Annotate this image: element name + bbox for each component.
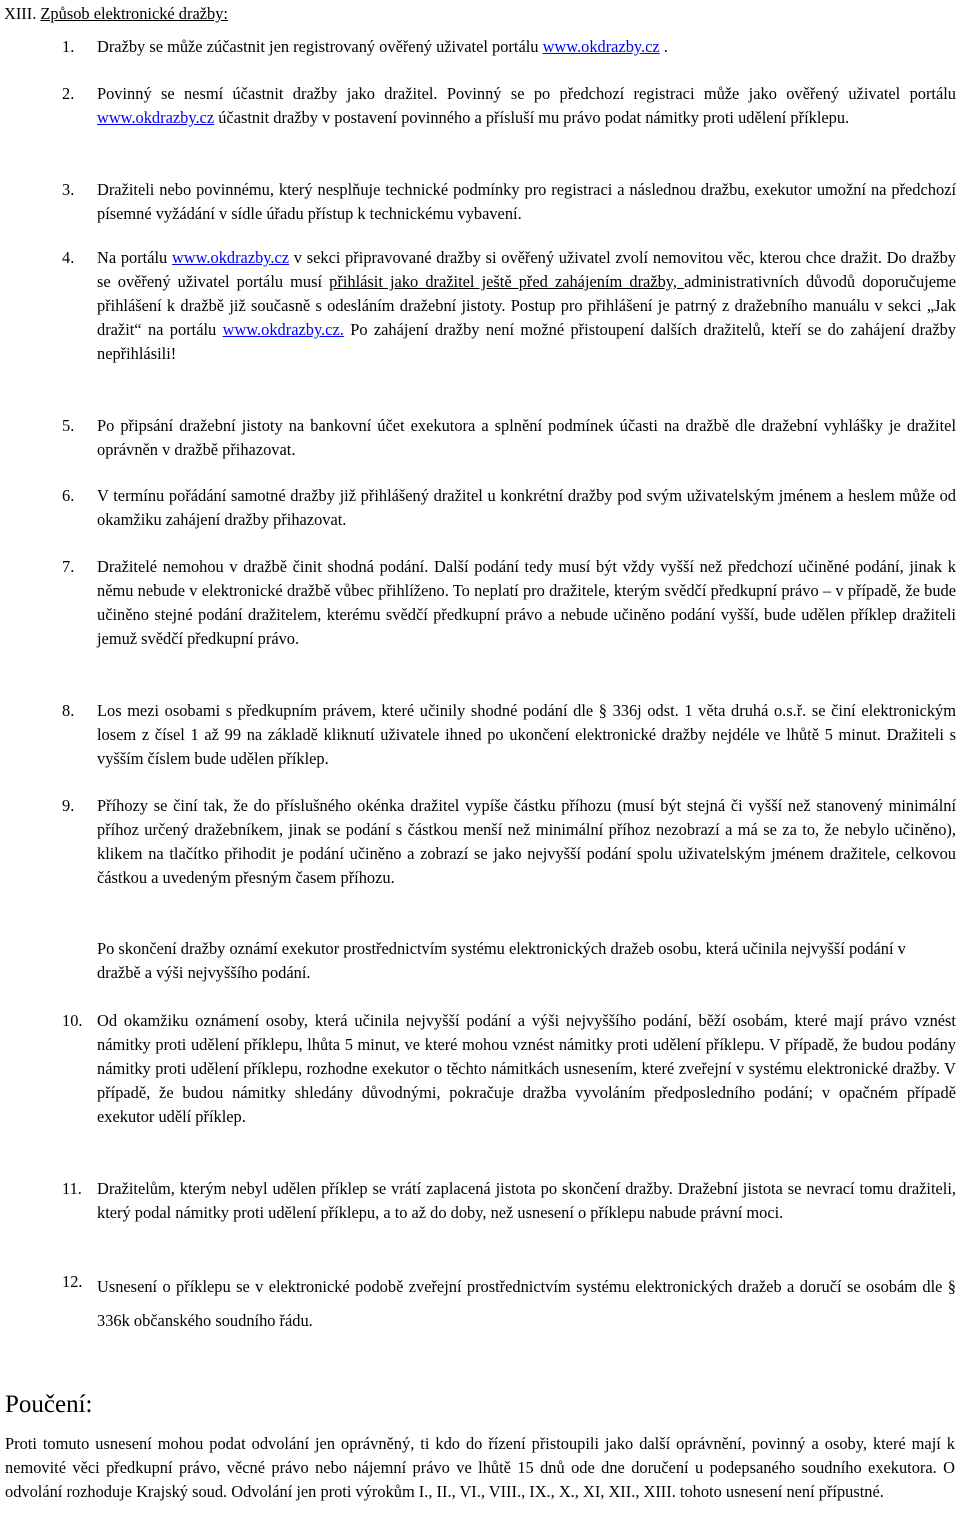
list-item [62,178,956,226]
list-item [62,246,956,366]
section-heading [4,2,228,26]
list-item [62,1009,956,1129]
list-item [62,555,956,651]
item-number: 8. [62,701,75,720]
item-text: Dražitelé nemohou v dražbě činit shodná podání. Další podání tedy musí být vždy vyšší než předchozí učiněné podání, jinak k němu nebude v elektronické dražbě vůbec přihlíženo. To neplatí pro dražitele, kterým svědčí předkupní právo – v případě, že bude učiněno stejné podání dražitelem, kterému svědčí předkupní právo a nebude učiněno podání vyšší, bude udělen příklep dražiteli jemuž svědčí předkupní právo. [97,557,956,648]
item-number: 11. [62,1179,82,1198]
okdrazby-link[interactable]: www.okdrazby.cz [171,248,290,267]
list-item [62,1270,956,1338]
list-item [62,35,956,59]
okdrazby-link[interactable]: www.okdrazby.cz [97,108,215,127]
list-item [62,1177,956,1225]
item-text: Dražiteli nebo povinnému, který nesplňuje technické podmínky pro registraci a následnou dražbu, exekutor umožní na předchozí písemné vyžádání v sídle úřadu přístup k technickému vybavení. [97,180,956,223]
item-number: 6. [62,486,75,505]
item-text: V termínu pořádání samotné dražby již přihlášený dražitel u konkrétní dražby pod svým uživatelským jménem a heslem může od okamžiku zahájení dražby přihazovat. [97,486,956,529]
item-text: Povinný se nesmí účastnit dražby jako dražitel. Povinný se po předchozí registraci může jako ověřený uživatel portálu www.okdrazby.cz účastnit dražby v postavení povinného a přísluší mu právo podat námitky proti udělení příklepu. [97,84,956,127]
pouceni-heading: Poučení: [5,1391,93,1418]
okdrazby-link[interactable]: www.okdrazby.cz. [222,320,344,339]
item-number: 1. [62,37,75,56]
item-number: 2. [62,84,75,103]
item-number: 9. [62,796,75,815]
list-item [62,414,956,462]
list-item [62,82,956,130]
pouceni-text: Proti tomuto usnesení mohou podat odvolání jen oprávněný, ti kdo do řízení přistoupili jako další oprávnění, povinný a osoby, které mají k nemovité věci předkupní právo, věcné právo nebo nájemní právo ve lhůtě 15 dnů ode dne doručení u podepsaného soudního exekutora. O odvolání rozhoduje Krajský soud. Odvolání jen proti výrokům I., II., VI., VIII., IX., X., XI, XII., XIII. tohoto usnesení není přípustné. [5,1434,955,1501]
underlined-phrase: přihlásit jako dražitel ještě před zahájením dražby, [329,272,685,291]
item-text: Dražby se může zúčastnit jen registrovaný ověřený uživatel portálu www.okdrazby.cz . [97,37,668,56]
item-text: Od okamžiku oznámení osoby, která učinila nejvyšší podání a výši nejvyššího podání, běží osobám, které mají právo vznést námitky proti udělení příklepu, lhůta 5 minut, ve které mohou vznést námitky proti udělení příklepu. V případě, že budou podány námitky proti udělení příklepu, rozhodne exekutor o těchto námitkách usnesením, které zveřejní v systému elektronické dražby. V případě, že budou námitky shledány důvodnými, pokračuje dražba vyvoláním předposledního podání; v opačném případě exekutor udělí příklep. [97,1011,956,1126]
list-item [62,699,956,771]
item-number: 7. [62,557,75,576]
list-item [62,794,956,890]
closing-paragraph: Po skončení dražby oznámí exekutor prostřednictvím systému elektronických dražeb osobu, která učinila nejvyšší podání v dražbě a výši nejvyššího podání. [97,939,906,982]
item-text: Po připsání dražební jistoty na bankovní účet exekutora a splnění podmínek účasti na dražbě dle dražební vyhlášky je dražitel oprávněn v dražbě přihazovat. [97,416,956,459]
item-text: Příhozy se činí tak, že do příslušného okénka dražitel vypíše částku příhozu (musí být stejná či vyšší než stanovený minimální příhoz určený dražebníkem, jinak se podání s částkou menší než minimální příhoz nezobrazí a má se za to, že nebylo učiněno), klikem na tlačítko přihodit je podání učiněno a zobrazí se jako nejvyšší podání spolu uživatelským jménem dražitele, celkovou částkou a uvedeným přesným časem příhozu. [97,796,956,887]
item-number: 5. [62,416,75,435]
item-number: 10. [62,1011,83,1030]
item-number: 12. [62,1272,83,1291]
item-number: 3. [62,180,75,199]
section-numeral: XIII. [4,4,37,23]
item-text: Los mezi osobami s předkupním právem, které učinily shodné podání dle § 336j odst. 1 věta druhá o.s.ř. se činí elektronickým losem z čísel 1 až 99 na základě kliknutí uživatele ihned po ukončení elektronické dražby nejdéle ve lhůtě 5 minut. Dražiteli s vyšším číslem bude udělen příklep. [97,701,956,768]
item-text: Dražitelům, kterým nebyl udělen příklep se vrátí zaplacená jistota po skončení dražby. Dražební jistota se nevrací tomu dražiteli, který podal námitky proti udělení příklepu, a to až do doby, než usnesení o příklepu nabude právní moci. [97,1179,956,1222]
item-text: Na portálu www.okdrazby.cz v sekci připravované dražby si ověřený uživatel zvolí nemovitou věc, kterou chce dražit. Do dražby se ověřený uživatel portálu musí přihlásit jako dražitel ještě před zahájením dražby, administrativních důvodů doporučujeme přihlášení k dražbě již současně s odesláním dražební jistoty. Postup pro přihlášení je patrný z dražebního manuálu v sekci „Jak dražit“ na portálu www.okdrazby.cz. Po zahájení dražby není možné přistoupení dalších dražitelů, kteří se do zahájení dražby nepřihlásili! [97,248,956,363]
okdrazby-link[interactable]: www.okdrazby.cz [542,37,660,56]
list-item [62,484,956,532]
item-number: 4. [62,248,75,267]
item-text: Usnesení o příklepu se v elektronické podobě zveřejní prostřednictvím systému elektronických dražeb a doručí se osobám dle § 336k občanského soudního řádu. [97,1277,956,1330]
section-title: Způsob elektronické dražby: [40,4,228,23]
